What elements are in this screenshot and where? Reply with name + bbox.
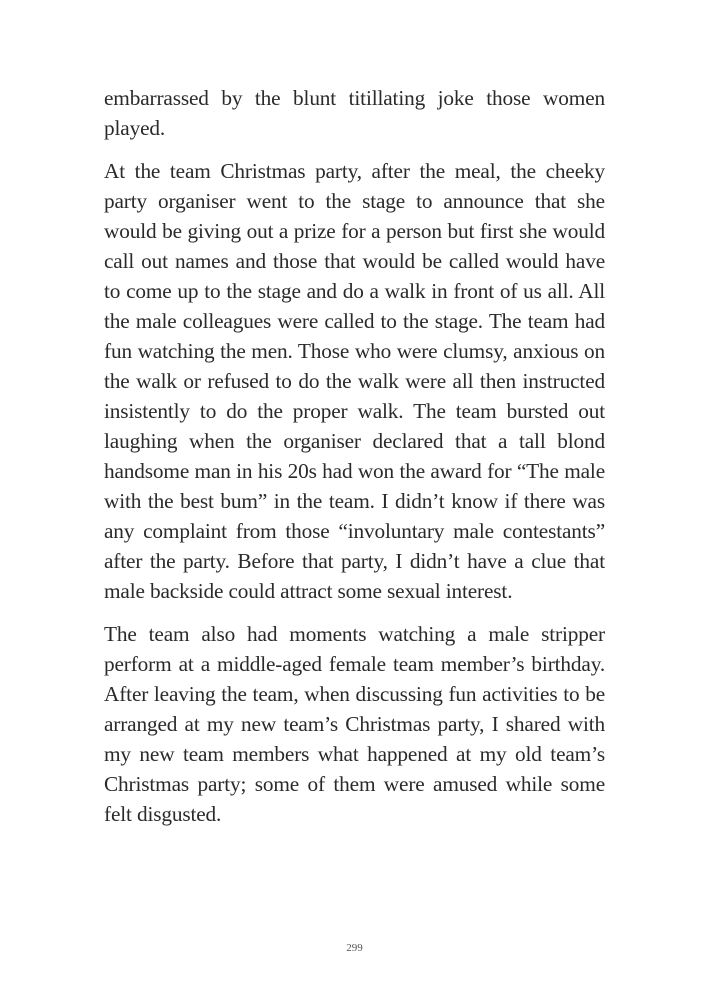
page-body: [104, 83, 605, 842]
paragraph-continuation: embarrassed by the blunt titillating joke those women played.: [104, 86, 605, 140]
page-number: 299: [346, 942, 363, 954]
paragraph-male-stripper: The team also had moments watching a male stripper perform at a middle-aged female team member’s birthday. After leaving the team, when discussing fun activities to be arranged at my new team’s Christmas party, I shared with my new team members what happened at my old team’s Christmas party; some of them were amused while some felt disgusted.: [104, 622, 605, 826]
paragraph-christmas-party: At the team Christmas party, after the meal, the cheeky party organiser went to the stage to announce that she would be giving out a prize for a person but first she would call out names and those that would be called would have to come up to the stage and do a walk in front of us all. All the male colleagues were called to the stage. The team had fun watching the men. Those who were clumsy, anxious on the walk or refused to do the walk were all then instructed insistently to do the proper walk. The team bursted out laughing when the organiser declared that a tall blond handsome man in his 20s had won the award for “The male with the best bum” in the team. I didn’t know if there was any complaint from those “involuntary male contestants” after the party. Before that party, I didn’t have a clue that male backside could attract some sexual interest.: [104, 159, 605, 603]
